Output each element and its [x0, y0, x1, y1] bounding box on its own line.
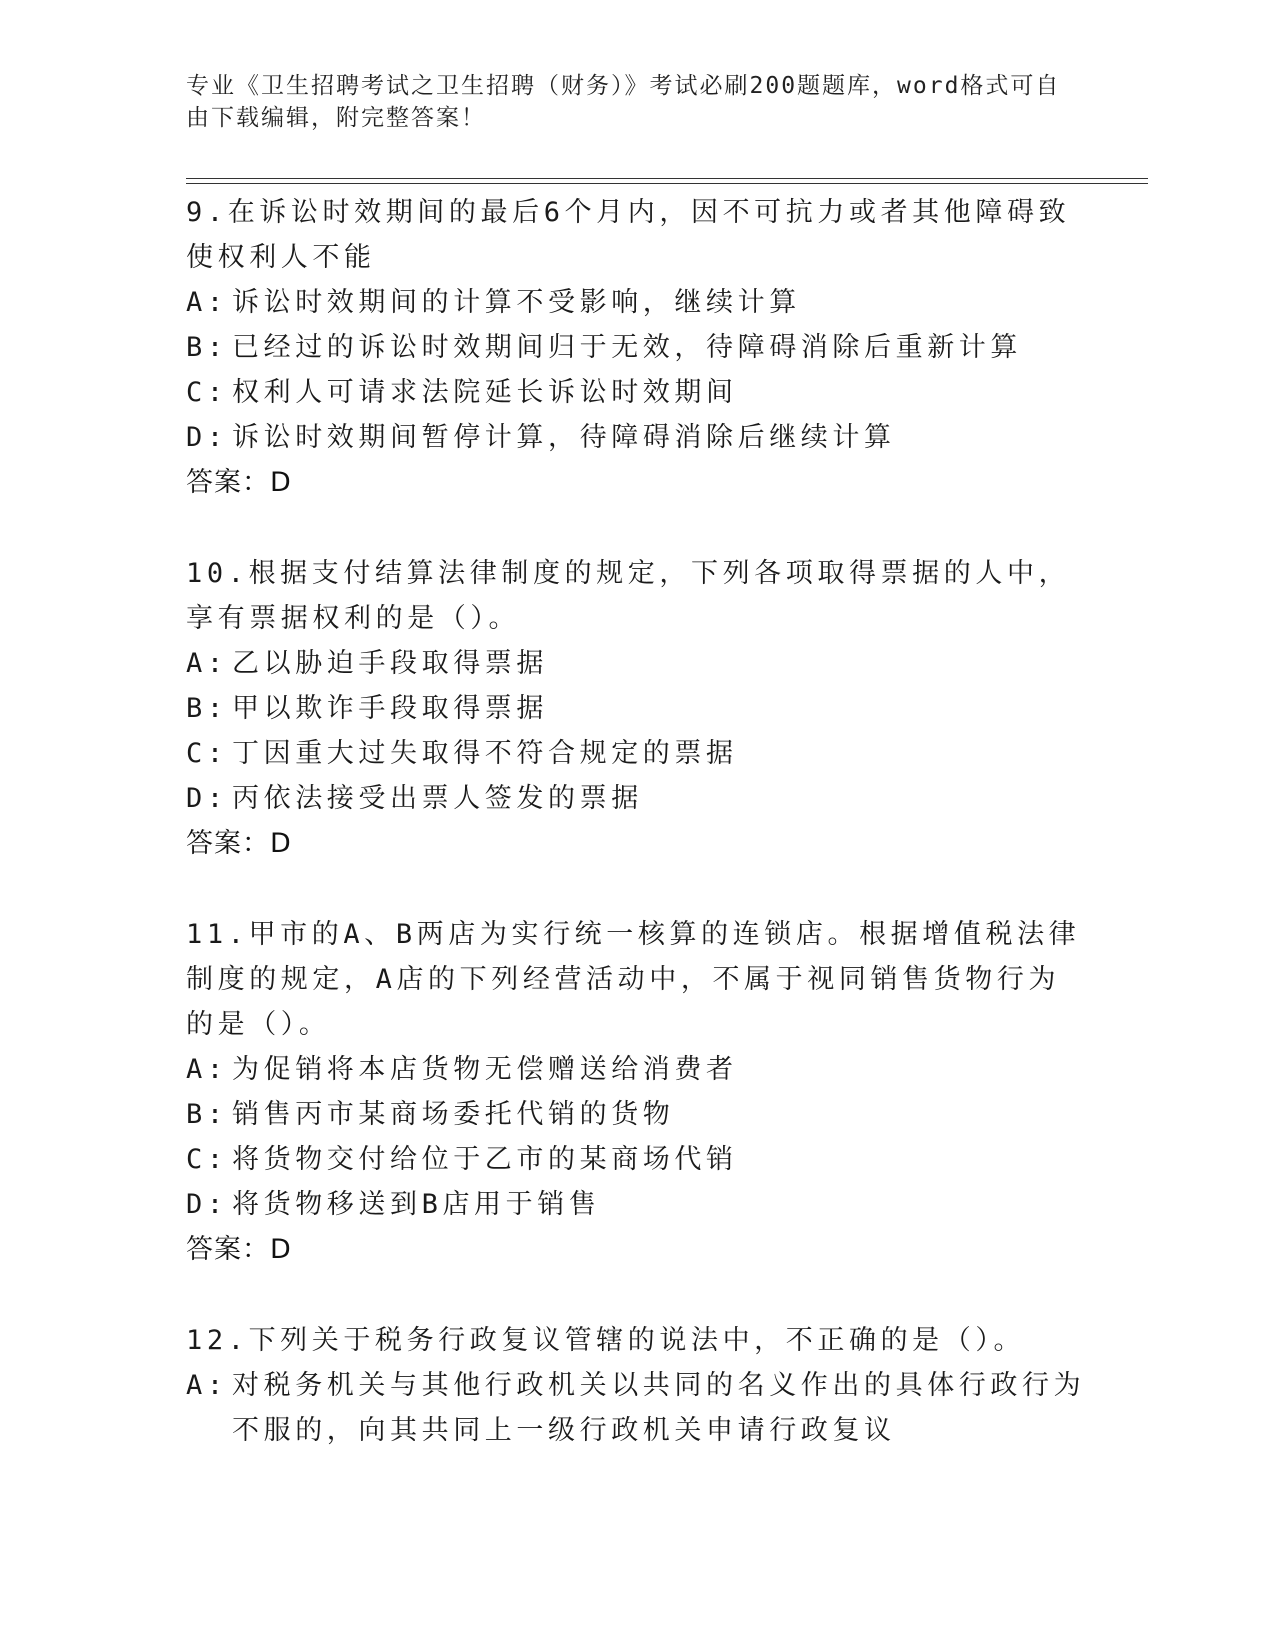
option-text: 将货物移送到B店用于销售	[232, 1189, 601, 1220]
question-stem: 9.在诉讼时效期间的最后6个月内，因不可抗力或者其他障碍致使权利人不能	[186, 197, 1071, 273]
option-text: 丙依法接受出票人签发的票据	[232, 783, 643, 814]
question-10	[186, 551, 1086, 866]
option-text: 诉讼时效期间暂停计算，待障碍消除后继续计算	[232, 422, 896, 453]
option-c	[186, 1137, 1086, 1182]
option-letter: A:	[186, 1370, 228, 1401]
option-text: 销售丙市某商场委托代销的货物	[232, 1099, 675, 1130]
option-letter: D:	[186, 1189, 228, 1220]
answer-line: 答案：D	[186, 1234, 292, 1265]
option-text: 丁因重大过失取得不符合规定的票据	[232, 738, 738, 769]
document-header: 专业《卫生招聘考试之卫生招聘（财务）》考试必刷200题题库，word格式可自由下载编辑，附完整答案！	[186, 73, 1061, 131]
option-text: 诉讼时效期间的计算不受影响，继续计算	[232, 287, 801, 318]
option-letter: B:	[186, 1099, 228, 1130]
option-letter: D:	[186, 422, 228, 453]
option-d	[186, 1182, 1086, 1227]
option-b	[186, 325, 1086, 370]
option-d	[186, 776, 1086, 821]
option-text: 将货物交付给位于乙市的某商场代销	[232, 1144, 738, 1175]
option-a	[186, 641, 1086, 686]
header-divider-bottom	[186, 183, 1148, 184]
option-letter: D:	[186, 783, 228, 814]
option-a	[186, 1363, 1086, 1453]
option-text: 甲以欺诈手段取得票据	[232, 693, 548, 724]
question-stem: 11.甲市的A、B两店为实行统一核算的连锁店。根据增值税法律制度的规定，A店的下列经营活动中，不属于视同销售货物行为的是（）。	[186, 919, 1081, 1040]
option-letter: A:	[186, 648, 228, 679]
option-b	[186, 686, 1086, 731]
option-letter: C:	[186, 1144, 228, 1175]
answer-line: 答案：D	[186, 828, 292, 859]
option-d	[186, 415, 1086, 460]
question-12	[186, 1318, 1086, 1453]
option-a	[186, 1047, 1086, 1092]
question-stem: 12.下列关于税务行政复议管辖的说法中，不正确的是（）。	[186, 1325, 1026, 1356]
option-text: 对税务机关与其他行政机关以共同的名义作出的具体行政行为不服的，向其共同上一级行政机关申请行政复议	[232, 1370, 1086, 1446]
option-letter: C:	[186, 377, 228, 408]
option-letter: C:	[186, 738, 228, 769]
option-letter: B:	[186, 693, 228, 724]
option-letter: B:	[186, 332, 228, 363]
option-c	[186, 731, 1086, 776]
option-letter: A:	[186, 1054, 228, 1085]
option-text: 乙以胁迫手段取得票据	[232, 648, 548, 679]
header-divider-top	[186, 178, 1148, 179]
option-b	[186, 1092, 1086, 1137]
option-a	[186, 280, 1086, 325]
option-c	[186, 370, 1086, 415]
question-stem: 10.根据支付结算法律制度的规定，下列各项取得票据的人中，享有票据权利的是（）。	[186, 558, 1071, 634]
answer-line: 答案：D	[186, 467, 292, 498]
option-text: 为促销将本店货物无偿赠送给消费者	[232, 1054, 738, 1085]
option-text: 权利人可请求法院延长诉讼时效期间	[232, 377, 738, 408]
question-11	[186, 912, 1086, 1272]
question-list	[186, 190, 1086, 1499]
question-9	[186, 190, 1086, 505]
option-letter: A:	[186, 287, 228, 318]
option-text: 已经过的诉讼时效期间归于无效，待障碍消除后重新计算	[232, 332, 1022, 363]
